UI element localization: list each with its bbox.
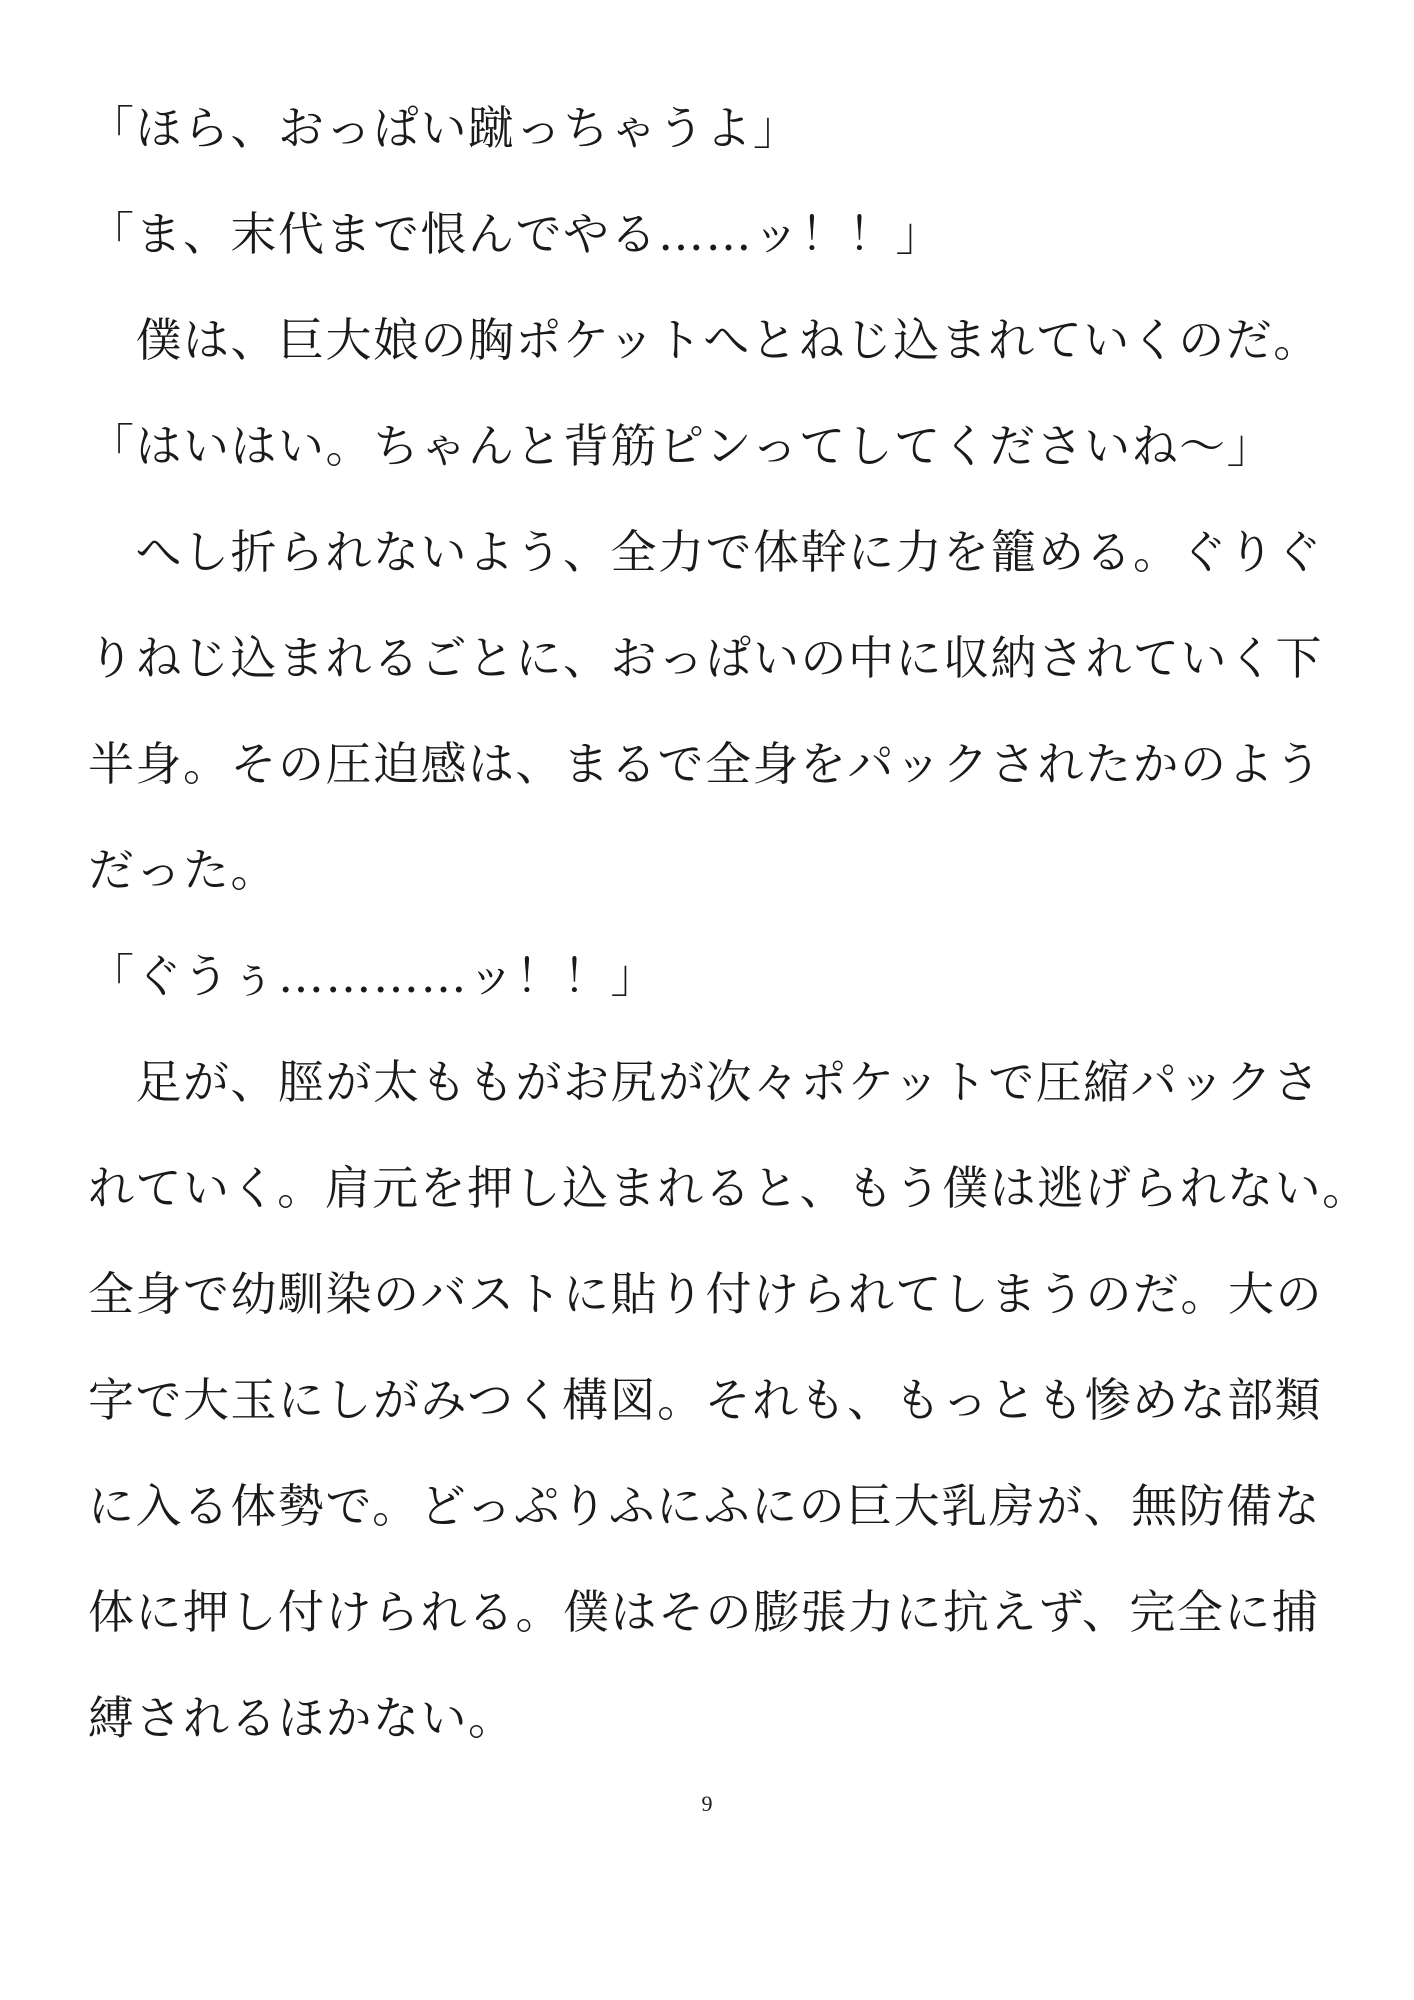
text-line: 僕は、巨大娘の胸ポケットへとねじ込まれていくのだ。: [88, 313, 1321, 367]
text-line: 「ほら、おっぱい蹴っちゃうよ」: [88, 101, 801, 155]
text-line: れていく。肩元を押し込まれると、もう僕は逃げられない。: [88, 1161, 1370, 1215]
page-number: 9: [701, 1791, 713, 1816]
text-line: 「ぐうぅ…………ッ！！」: [88, 949, 658, 1003]
text-line: へし折られないよう、全力で体幹に力を籠める。ぐりぐ: [88, 525, 1323, 579]
text-line: 「ま、末代まで恨んでやる……ッ！！」: [88, 207, 943, 261]
text-line: 足が、脛が太ももがお尻が次々ポケットで圧縮パックさ: [88, 1055, 1321, 1109]
text-line: に入る体勢で。どっぷりふにふにの巨大乳房が、無防備な: [88, 1479, 1322, 1533]
text-line: 全身で幼馴染のバストに貼り付けられてしまうのだ。大の: [88, 1267, 1323, 1321]
text-line: りねじ込まれるごとに、おっぱいの中に収納されていく下: [88, 631, 1323, 685]
text-line: 「はいはい。ちゃんと背筋ピンってしてくださいね～」: [88, 419, 1275, 473]
text-line: だった。: [88, 843, 278, 897]
text-line: 体に押し付けられる。僕はその膨張力に抗えず、完全に捕: [88, 1585, 1320, 1639]
text-line: 半身。その圧迫感は、まるで全身をパックされたかのよう: [88, 737, 1323, 791]
text-line: 字で大玉にしがみつく構図。それも、もっとも惨めな部類: [88, 1373, 1323, 1427]
text-line: 縛されるほかない。: [88, 1691, 516, 1745]
